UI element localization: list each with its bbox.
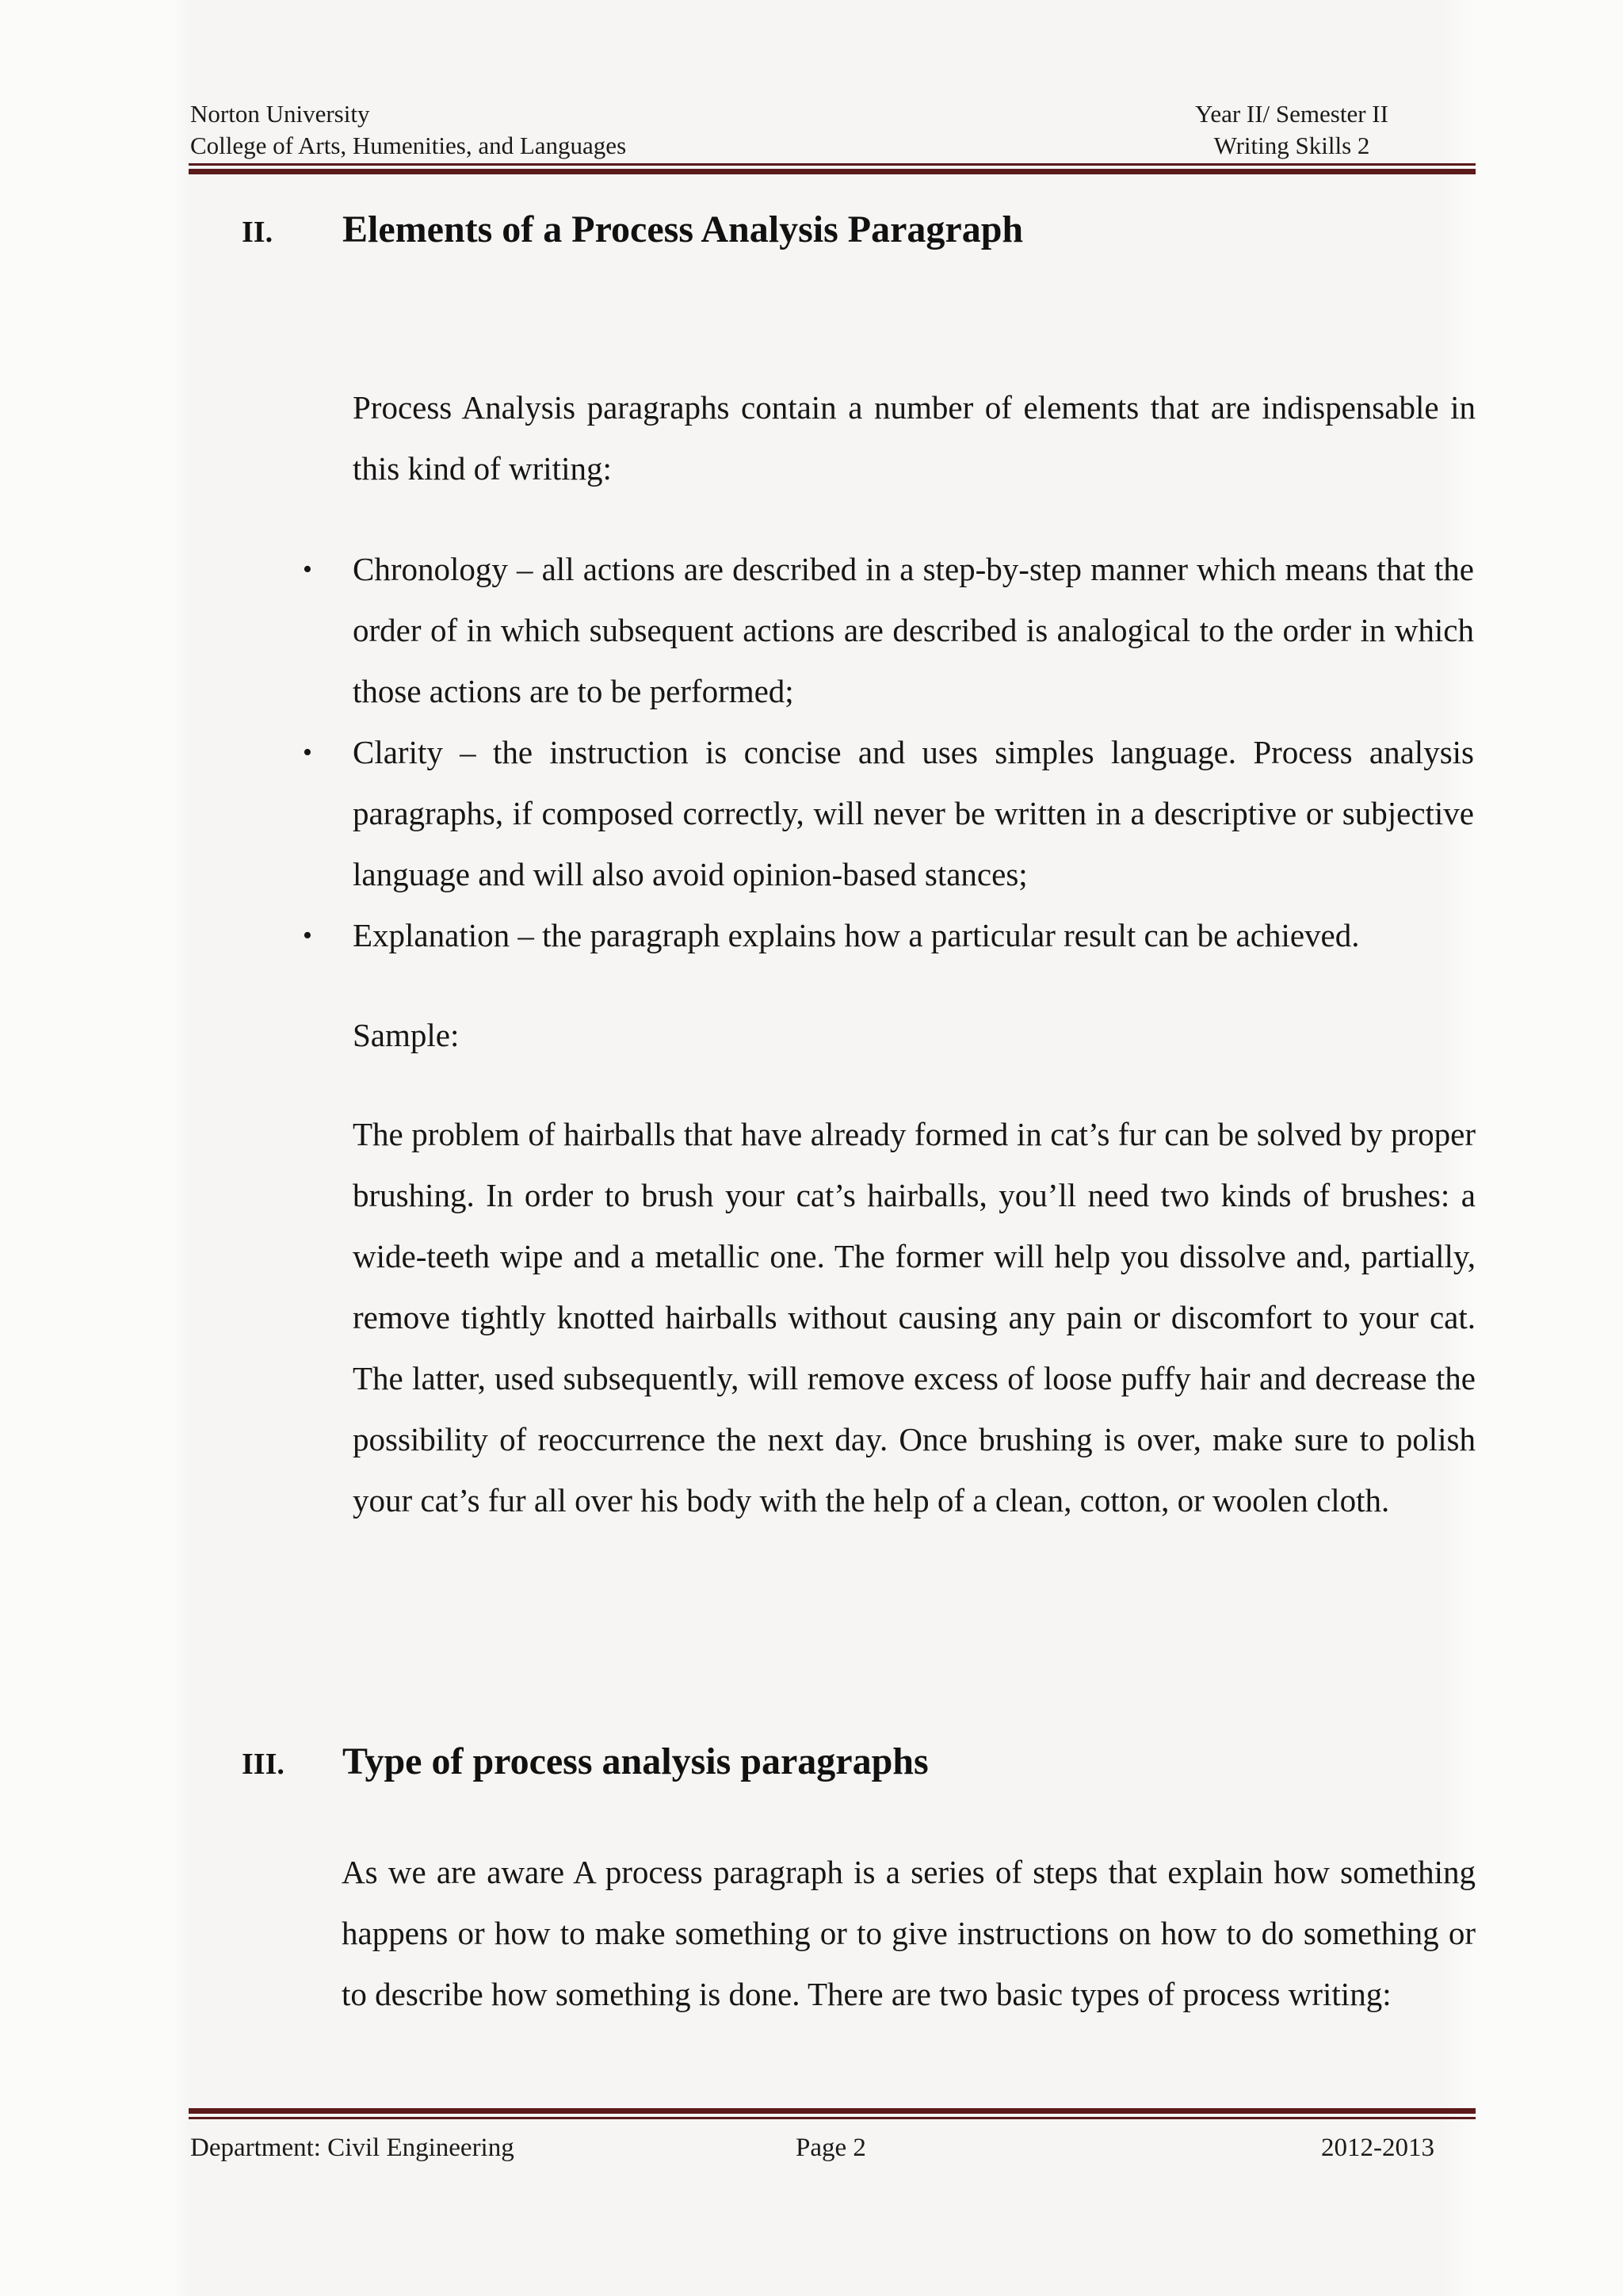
header-year-semester: Year II/ Semester II [1195, 100, 1388, 128]
sample-label-text: Sample: [353, 1017, 460, 1053]
sample-paragraph [353, 1104, 1476, 1531]
bullet-icon: • [303, 738, 312, 767]
list-item-text: Clarity – the instruction is concise and uses simples language. Process analysis paragraphs, if composed correctly, will never be written in a descriptive or subjective language and will also avoid opinion-based stances; [353, 734, 1474, 892]
bullet-icon: • [303, 921, 312, 950]
footer-department: Department: Civil Engineering [190, 2134, 514, 2162]
section-2-number: II. [242, 216, 273, 249]
header-college: College of Arts, Humenities, and Languages [190, 132, 627, 159]
section-2-intro [353, 377, 1476, 499]
section-2-title: Elements of a Process Analysis Paragraph [342, 208, 1024, 250]
footer-rule [189, 2108, 1476, 2119]
header-university: Norton University [190, 100, 370, 128]
list-item-clarity [293, 722, 1474, 905]
sample-paragraph-text: The problem of hairballs that have already formed in cat’s fur can be solved by proper brushing. In order to brush your cat’s hairballs, you’ll need two kinds of brushes: a wide-teeth wipe and a metallic one. The former will help you dissolve and, partially, remove tightly knotted hairballs without causing any pain or discomfort to your cat. The latter, used subsequently, will remove excess of loose puffy hair and decrease the possibility of reoccurrence the next day. Once brushing is over, make sure to polish your cat’s fur all over his body with the help of a clean, cotton, or woolen cloth. [353, 1116, 1476, 1519]
section-2-intro-text: Process Analysis paragraphs contain a number of elements that are indispensable in this kind of writing: [353, 389, 1476, 487]
section-3-heading [242, 1740, 1478, 1783]
footer-year: 2012-2013 [1321, 2134, 1434, 2162]
section-3-paragraph-text: As we are aware A process paragraph is a series of steps that explain how something happens or how to make something or to give instructions on how to do something or to describe how something is done. There are two basic types of process writing: [342, 1854, 1476, 2012]
list-item-explanation [293, 905, 1474, 966]
elements-list [293, 539, 1474, 966]
section-3-number: III. [242, 1748, 285, 1781]
header-rule [189, 163, 1476, 174]
list-item-text: Chronology – all actions are described in a step-by-step manner which means that the order of in which subsequent actions are described is analogical to the order in which those actions are to be performed; [353, 551, 1474, 709]
footer-page-number: Page 2 [796, 2134, 866, 2162]
section-3-title: Type of process analysis paragraphs [342, 1740, 929, 1782]
bullet-icon: • [303, 555, 312, 584]
page-header [190, 98, 1434, 162]
list-item-chronology [293, 539, 1474, 722]
section-3-paragraph [342, 1842, 1476, 2025]
sample-label [353, 1005, 1476, 1066]
section-2-heading [242, 208, 1478, 251]
list-item-text: Explanation – the paragraph explains how a particular result can be achieved. [353, 917, 1360, 953]
header-course: Writing Skills 2 [1213, 132, 1370, 159]
